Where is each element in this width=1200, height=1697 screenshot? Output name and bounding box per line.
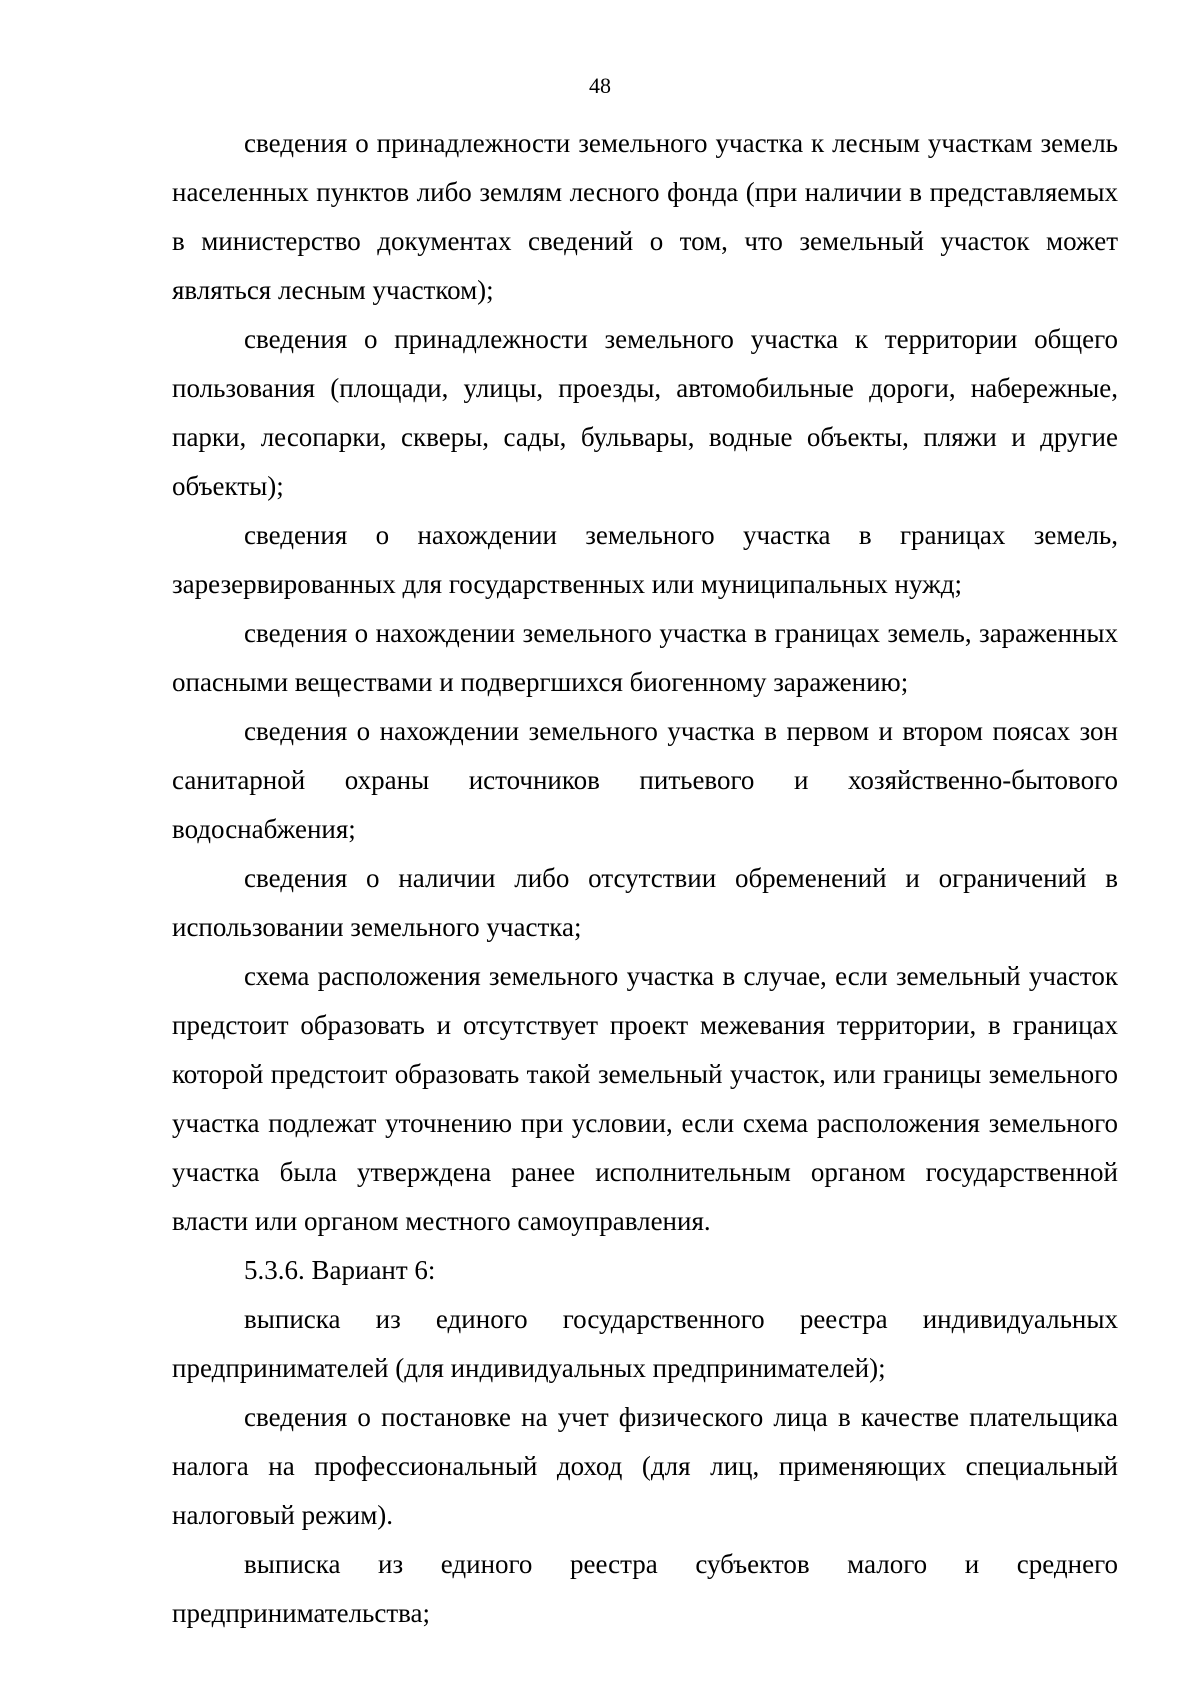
section-heading-variant-6: 5.3.6. Вариант 6: — [244, 1255, 436, 1285]
paragraph-public-territory-info: сведения о принадлежности земельного участка к территории общего пользования (площади, улицы, проезды, автомобильные дороги, набережные, парки, лесопарки, скверы, сады, бульвары, водные объекты, пляжи и другие объекты); — [172, 324, 1118, 501]
paragraph-encumbrances-info: сведения о наличии либо отсутствии обременений и ограничений в использовании земельного участка; — [172, 863, 1118, 942]
paragraph-forest-land-info: сведения о принадлежности земельного участка к лесным участкам земель населенных пунктов либо землям лесного фонда (при наличии в представляемых в министерство документах сведений о том, что земельный участок может являться лесным участком); — [172, 128, 1118, 305]
paragraph-sme-register-extract: выписка из единого реестра субъектов малого и среднего предпринимательства; — [172, 1549, 1118, 1628]
paragraph-ip-register-extract: выписка из единого государственного реестра индивидуальных предпринимателей (для индивидуальных предпринимателей); — [172, 1304, 1118, 1383]
document-body — [172, 119, 1118, 1638]
paragraph-self-employed-tax-info: сведения о постановке на учет физического лица в качестве плательщика налога на профессиональный доход (для лиц, применяющих специальный налоговый режим). — [172, 1402, 1118, 1530]
paragraph-layout-scheme: схема расположения земельного участка в случае, если земельный участок предстоит образовать и отсутствует проект межевания территории, в границах которой предстоит образовать такой земельный участок, или границы земельного участка подлежат уточнению при условии, если схема расположения земельного участка была утверждена ранее исполнительным органом государственной власти или органом местного самоуправления. — [172, 961, 1118, 1236]
paragraph-reserved-lands-info: сведения о нахождении земельного участка в границах земель, зарезервированных для государственных или муниципальных нужд; — [172, 520, 1118, 599]
paragraph-sanitary-zones-info: сведения о нахождении земельного участка в первом и втором поясах зон санитарной охраны источников питьевого и хозяйственно-бытового водоснабжения; — [172, 716, 1118, 844]
paragraph-contaminated-lands-info: сведения о нахождении земельного участка в границах земель, зараженных опасными веществами и подвергшихся биогенному заражению; — [172, 618, 1118, 697]
page-number: 48 — [589, 73, 611, 98]
